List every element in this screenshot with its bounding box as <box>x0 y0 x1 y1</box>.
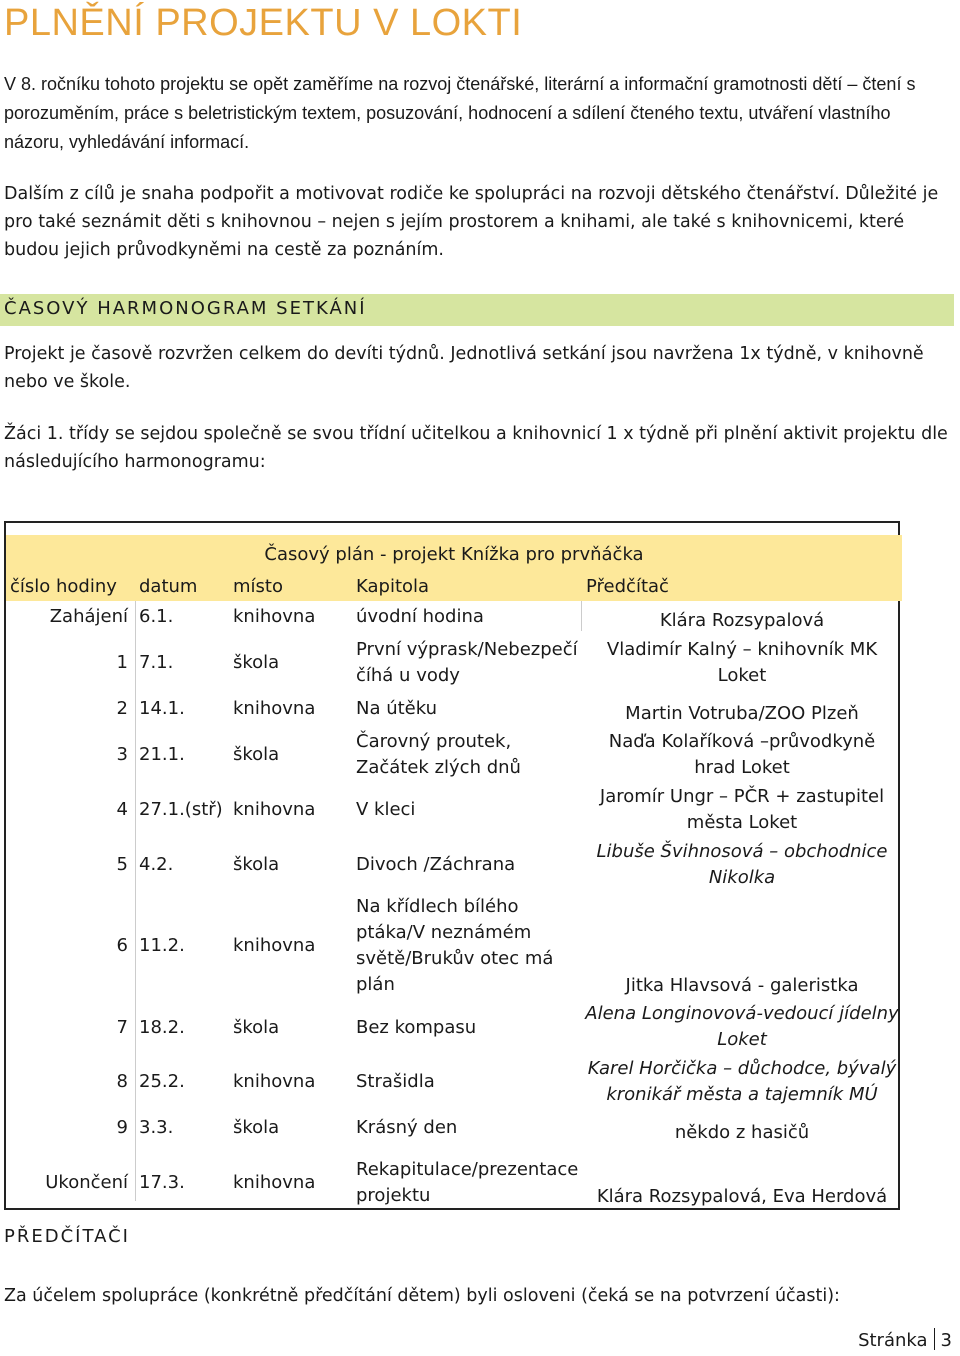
row-date: 3.3. <box>139 1117 174 1138</box>
row-chapter: Bez kompasu <box>356 1017 477 1038</box>
row-reader: Martin Votruba/ZOO Plzeň <box>625 703 859 724</box>
page-title: PLNĚNÍ PROJEKTU V LOKTI <box>4 2 523 44</box>
footer-label: Stránka <box>858 1330 928 1351</box>
row-place: škola <box>233 1117 280 1138</box>
row-number: 6 <box>116 935 128 956</box>
header-date: datum <box>139 576 198 597</box>
row-chapter: Čarovný proutek, Začátek zlých dnů <box>356 731 521 778</box>
row-reader: Libuše Švihnosová – obchodnice Nikolka <box>596 841 888 888</box>
row-date: 11.2. <box>139 935 185 956</box>
row-chapter: Divoch /Záchrana <box>356 854 516 875</box>
section-heading-readers: PŘEDČÍTAČI <box>4 1226 130 1247</box>
row-date: 18.2. <box>139 1017 185 1038</box>
page-footer <box>858 1328 952 1351</box>
row-chapter: Na křídlech bílého ptáka/V neznámém světě/Brukův otec má plán <box>356 896 554 995</box>
row-number: 5 <box>116 854 128 875</box>
row-reader: Jitka Hlavsová - galeristka <box>625 975 859 996</box>
row-date: 14.1. <box>139 698 185 719</box>
row-date: 4.2. <box>139 854 174 875</box>
goals-paragraph: Dalším z cílů je snaha podpořit a motivovat rodiče ke spolupráci na rozvoji dětského čtenářství. Důležité je pro také seznámit děti s knihovnou – nejen s jejím prostorem a knihami, ale také s knihovnicemi, které budou jejich průvodkyněmi na cestě za poznáním. <box>4 184 939 260</box>
pupils-paragraph: Žáci 1. třídy se sejdou společně se svou třídní učitelkou a knihovnicí 1 x týdně při plnění aktivit projektu dle následujícího harmonogramu: <box>4 424 948 472</box>
intro-paragraph: V 8. ročníku tohoto projektu se opět zaměříme na rozvoj čtenářské, literární a informační gramotnosti dětí – čtení s porozuměním, práce s beletristickým textem, posuzování, hodnocení a sdílení čteného textu, utváření vlastního názoru, vyhledávání informací. <box>4 74 916 152</box>
row-number: 3 <box>116 744 128 765</box>
row-reader: někdo z hasičů <box>674 1122 810 1143</box>
schedule-paragraph: Projekt je časově rozvržen celkem do devíti týdnů. Jednotlivá setkání jsou navržena 1x týdně, v knihovně nebo ve škole. <box>4 344 924 392</box>
row-number: 7 <box>116 1017 128 1038</box>
row-place: škola <box>233 652 280 673</box>
row-reader: Klára Rozsypalová <box>659 610 825 631</box>
header-chapter: Kapitola <box>356 576 430 597</box>
row-chapter: Na útěku <box>356 698 438 719</box>
row-reader: Klára Rozsypalová, Eva Herdová <box>596 1186 888 1207</box>
row-number: 8 <box>116 1071 128 1092</box>
row-place: knihovna <box>233 799 316 820</box>
column-divider <box>581 601 582 631</box>
row-chapter: V kleci <box>356 799 416 820</box>
row-reader: Karel Horčička – důchodce, bývalý kronikář města a tajemník MÚ <box>587 1058 897 1105</box>
header-place: místo <box>233 576 283 597</box>
header-reader: Předčítač <box>586 576 669 597</box>
row-date: 27.1.(stř) <box>139 799 223 820</box>
header-lesson-number: číslo hodiny <box>10 576 117 597</box>
row-number: 9 <box>116 1117 128 1138</box>
readers-paragraph: Za účelem spolupráce (konkrétně předčítání dětem) byli osloveni (čeká se na potvrzení účasti): <box>4 1286 840 1306</box>
row-date: 21.1. <box>139 744 185 765</box>
section-heading-schedule: ČASOVÝ HARMONOGRAM SETKÁNÍ <box>4 298 367 319</box>
row-number: 2 <box>116 698 128 719</box>
row-number: Zahájení <box>49 606 128 627</box>
footer-divider <box>934 1328 935 1350</box>
row-reader: Vladimír Kalný – knihovník MK Loket <box>606 639 878 686</box>
row-chapter: Krásný den <box>356 1117 458 1138</box>
row-place: knihovna <box>233 935 316 956</box>
row-place: knihovna <box>233 698 316 719</box>
row-date: 6.1. <box>139 606 174 627</box>
row-date: 17.3. <box>139 1172 185 1193</box>
page-number: 3 <box>940 1330 952 1351</box>
row-chapter: Strašidla <box>356 1071 435 1092</box>
row-place: knihovna <box>233 606 316 627</box>
row-number: 1 <box>116 652 128 673</box>
schedule-table <box>4 521 900 1210</box>
table-title-text: Časový plán - projekt Knížka pro prvňáčka <box>264 544 644 565</box>
row-chapter: První výprask/Nebezpečí číhá u vody <box>356 639 578 686</box>
row-reader: Alena Longinovová-vedoucí jídelny Loket <box>585 1003 899 1050</box>
row-date: 25.2. <box>139 1071 185 1092</box>
row-place: knihovna <box>233 1172 316 1193</box>
row-chapter: úvodní hodina <box>356 606 484 627</box>
row-number: 4 <box>116 799 128 820</box>
row-place: knihovna <box>233 1071 316 1092</box>
row-place: škola <box>233 854 280 875</box>
column-divider <box>135 601 136 1201</box>
row-reader: Naďa Kolaříková –průvodkyně hrad Loket <box>608 731 876 778</box>
table-title <box>6 535 902 571</box>
row-place: škola <box>233 744 280 765</box>
row-chapter: Rekapitulace/prezentace projektu <box>356 1159 579 1206</box>
row-place: škola <box>233 1017 280 1038</box>
row-date: 7.1. <box>139 652 174 673</box>
row-number: Ukončení <box>45 1172 128 1193</box>
row-reader: Jaromír Ungr – PČR + zastupitel města Loket <box>599 786 885 833</box>
